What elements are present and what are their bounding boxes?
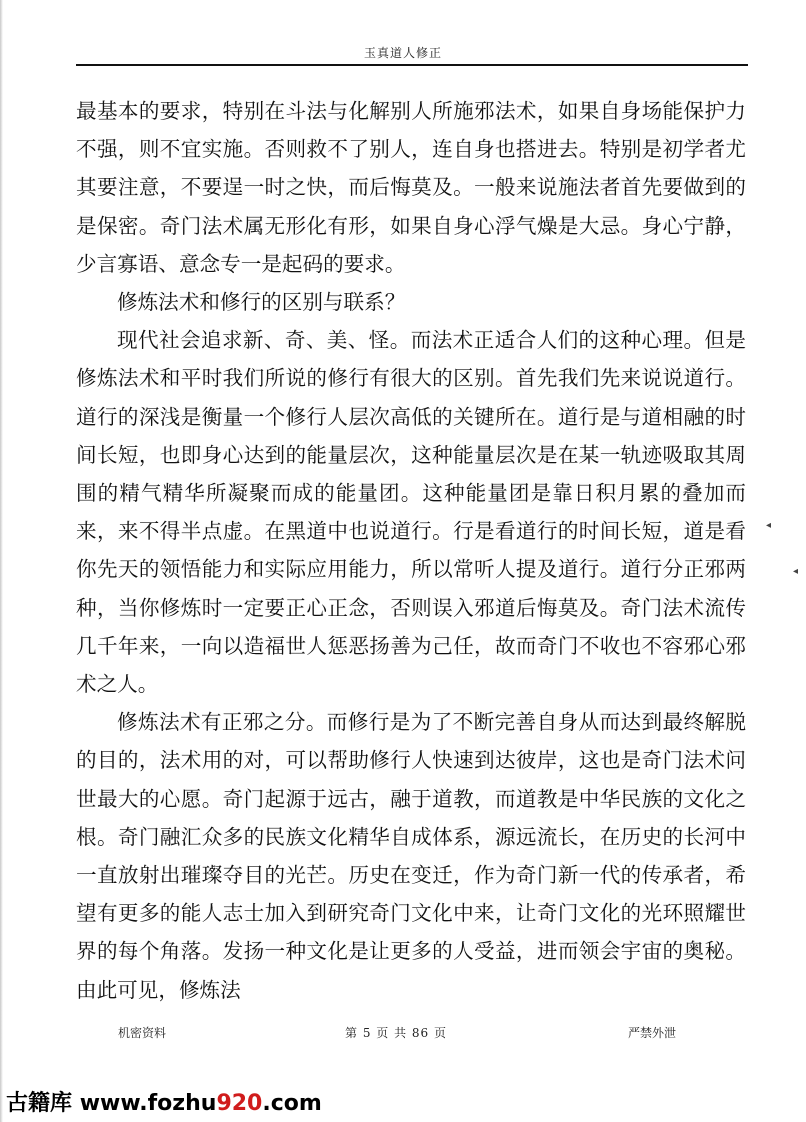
paragraph: 现代社会追求新、奇、美、怪。而法术正适合人们的这种心理。但是修炼法术和平时我们所说的修行有很大的区别。首先我们先来说说道行。道行的深浅是衡量一个修行人层次高低的关键所在。道行是与道相融的时间长短，也即身心达到的能量层次，这种能量层次是在某一轨迹吸取其周围的精气精华所凝聚而成的能量团。这种能量团是靠日积月累的叠加而来，来不得半点虚。在黑道中也说道行。行是看道行的时间长短，道是看你先天的领悟能力和实际应用能力，所以常听人提及道行。道行分正邪两种，当你修炼时一定要正心正念，否则误入邪道后悔莫及。奇门法术流传几千年来，一向以造福世人惩恶扬善为己任，故而奇门不收也不容邪心邪术之人。 (76, 328, 746, 697)
running-header: 玉真道人修正 (363, 46, 442, 60)
page-number: 第 5 页 共 86 页 (345, 1026, 447, 1040)
paragraph: 修炼法术有正邪之分。而修行是为了不断完善自身从而达到最终解脱的目的，法术用的对，可以帮助修行人快速到达彼岸，这也是奇门法术问世最大的心愿。奇门起源于远古，融于道教，而道教是中华民族的文化之根。奇门融汇众多的民族文化精华自成体系，源远流长，在历史的长河中一直放射出璀璨夺目的光芒。历史在变迁，作为奇门新一代的传承者，希望有更多的能人志士加入到研究奇门文化中来，让奇门文化的光环照耀世界的每个角落。发扬一种文化是让更多的人受益，进而领会宇宙的奥秘。由此可见，修炼法 (76, 710, 746, 1002)
footer-no-leak-label: 严禁外泄 (628, 1026, 677, 1040)
watermark-url-suffix: .com (262, 1091, 322, 1116)
watermark-url-number: 920 (216, 1091, 263, 1116)
scan-edge-shadow (0, 0, 3, 1122)
footer-confidential-label: 机密资料 (118, 1026, 167, 1040)
site-watermark (6, 1086, 322, 1117)
watermark-url-prefix: www.fozhu (79, 1091, 217, 1116)
page-footer (0, 1024, 806, 1044)
document-body (76, 92, 746, 1009)
watermark-brand: 古籍库 (6, 1091, 73, 1116)
scan-speck-mark: ◂ (766, 520, 772, 531)
paragraph-continued: 最基本的要求，特别在斗法与化解别人所施邪法术，如果自身场能保护力不强，则不宜实施。否则救不了别人，连自身也搭进去。特别是初学者尤其要注意，不要逞一时之快，而后悔莫及。一般来说施法者首先要做到的是保密。奇门法术属无形化有形，如果自身心浮气燥是大忌。身心宁静，少言寡语、意念专一是起码的要求。 (76, 99, 746, 276)
header-rule-divider (76, 64, 748, 66)
section-question-heading: 修炼法术和修行的区别与联系？ (117, 290, 406, 315)
scan-speck-mark: ◂ (793, 566, 799, 577)
